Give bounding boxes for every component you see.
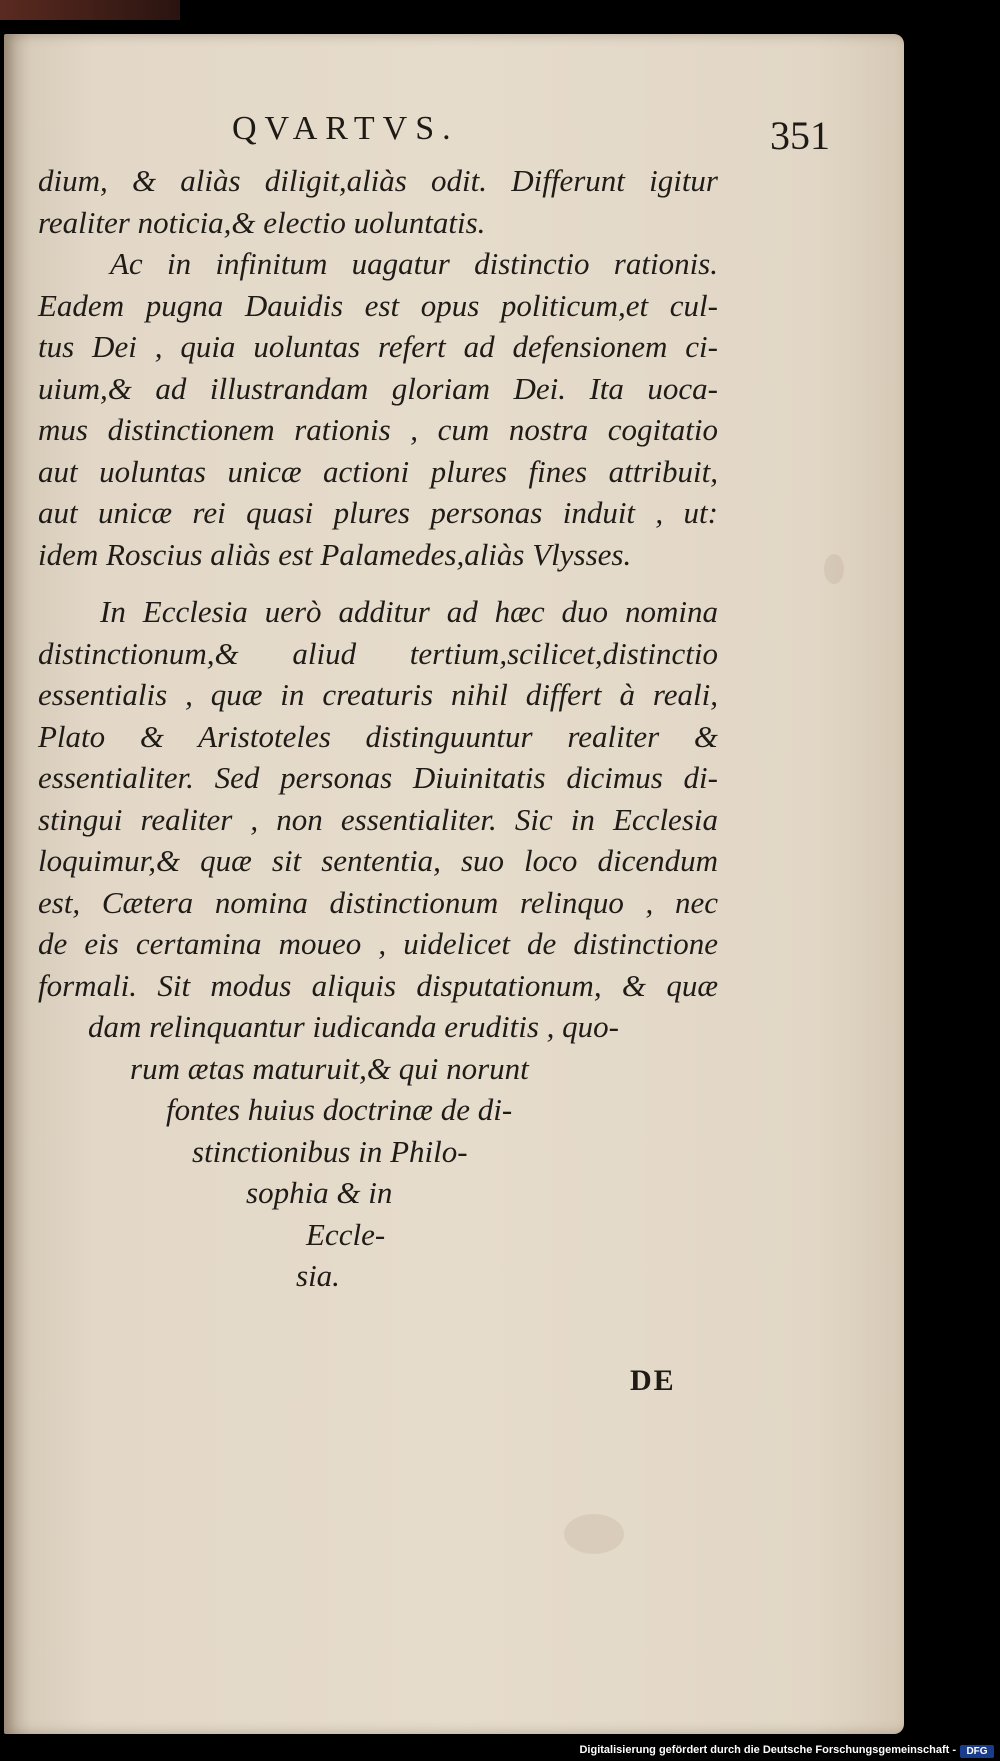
body-text: [38, 160, 718, 1297]
text-line: rum ætas maturuit,& qui norunt: [130, 1050, 529, 1086]
text-line: tus Dei , quia uoluntas refert ad defensionem ci-: [38, 329, 718, 364]
text-line: mus distinctionem rationis , cum nostra cogitatio: [38, 412, 718, 447]
text-line: essentialiter. Sed personas Diuinitatis dicimus di-: [38, 760, 718, 795]
text-line: sia.: [296, 1258, 340, 1293]
text-line: aut uoluntas unicæ actioni plures fines attribuit,: [38, 453, 718, 489]
dfg-logo-icon: DFG: [960, 1745, 994, 1758]
text-line: essentialis , quæ in creaturis nihil differt à reali,: [38, 677, 718, 712]
text-line: loquimur,& quæ sit sententia, suo loco dicendum: [38, 843, 718, 878]
text-line: est, Cætera nomina distinctionum relinquo , nec: [38, 884, 718, 920]
page-number: 351: [770, 113, 830, 158]
paper-stain: [824, 554, 844, 584]
digitization-credit: Digitalisierung gefördert durch die Deutsche Forschungsgemeinschaft -: [579, 1744, 956, 1756]
text-line: In Ecclesia uerò additur ad hæc duo nomina: [100, 594, 718, 629]
text-line: aut unicæ rei quasi plures personas induit , ut:: [38, 495, 718, 530]
paper-stain: [564, 1514, 624, 1554]
text-line: realiter noticia,& electio uoluntatis.: [38, 204, 486, 240]
running-header: QVARTVS.: [232, 110, 459, 147]
text-line: uium,& ad illustrandam gloriam Dei. Ita uoca-: [38, 370, 718, 406]
text-line: dium, & aliàs diligit,aliàs odit. Differunt igitur: [38, 163, 718, 198]
text-line: Eccle-: [306, 1216, 386, 1252]
text-line: de eis certamina moueo , uidelicet de distinctione: [38, 926, 718, 961]
text-line: Eadem pugna Dauidis est opus politicum,et cul-: [38, 287, 718, 323]
text-line: stingui realiter , non essentialiter. Sic in Ecclesia: [38, 801, 718, 837]
bookmark-ribbon: [0, 0, 180, 20]
text-line: dam relinquantur iudicanda eruditis , quo-: [88, 1009, 619, 1044]
text-line: idem Roscius aliàs est Palamedes,aliàs Vlysses.: [38, 536, 632, 572]
text-line: sophia & in: [246, 1175, 393, 1210]
text-line: formali. Sit modus aliquis disputationum, & quæ: [38, 967, 718, 1003]
catchword: DE: [630, 1364, 676, 1397]
text-line: Ac in infinitum uagatur distinctio rationis.: [110, 246, 718, 281]
text-line: Plato & Aristoteles distinguuntur realiter &: [38, 718, 718, 754]
text-line: fontes huius doctrinæ de di-: [166, 1092, 513, 1127]
text-line: distinctionum,& aliud tertium,scilicet,distinctio: [38, 635, 718, 671]
text-line: stinctionibus in Philo-: [192, 1133, 468, 1169]
